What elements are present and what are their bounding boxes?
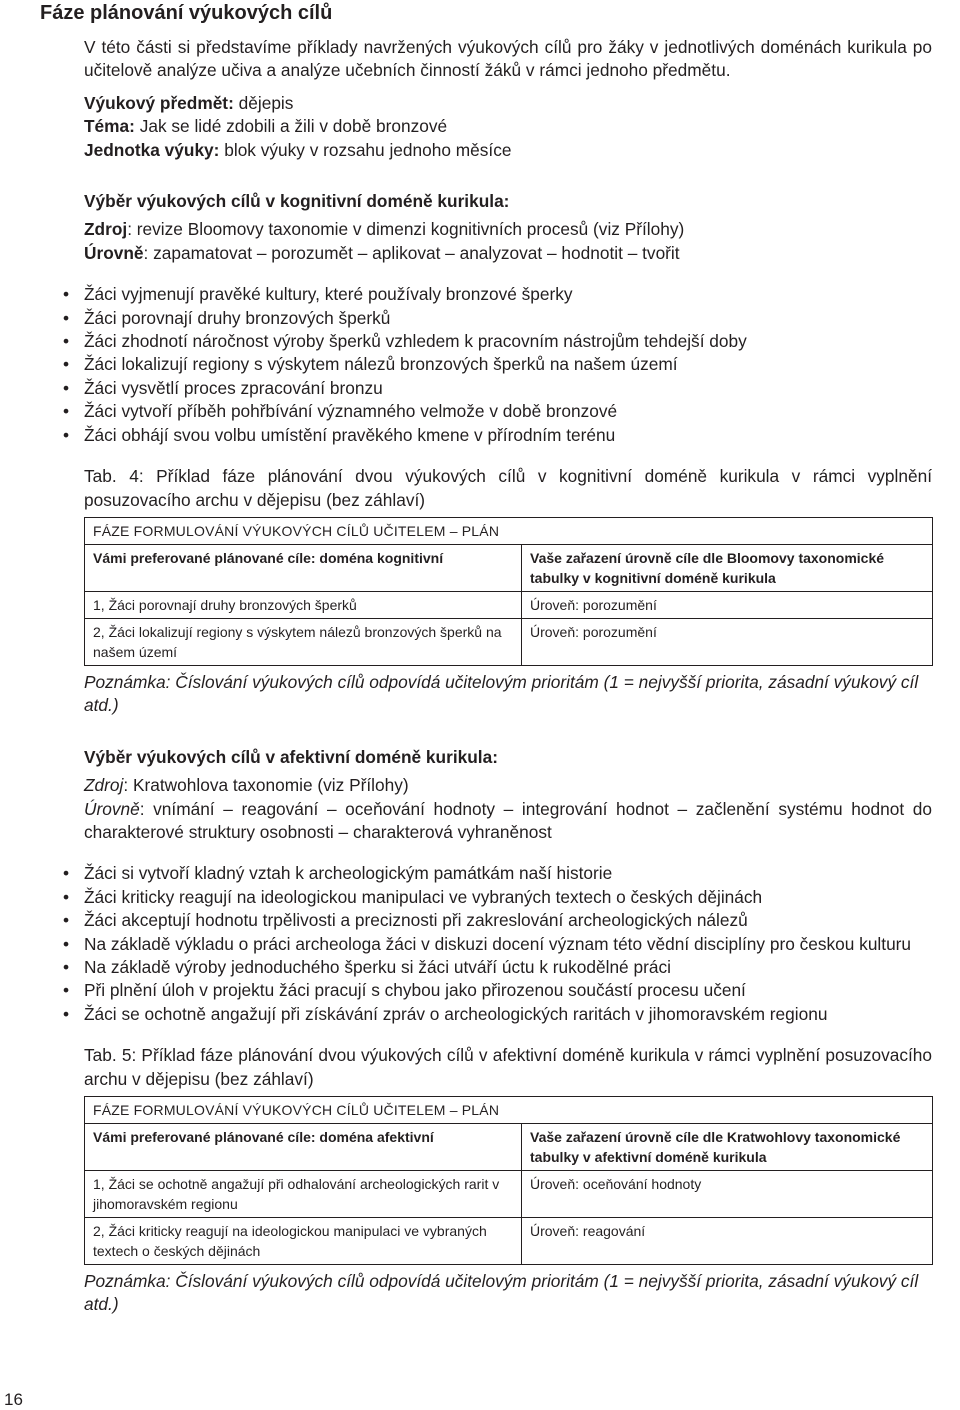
table-cell-goal: 1, Žáci se ochotně angažují při odhalování archeologických rarit v jihomoravském regionu bbox=[85, 1171, 522, 1218]
unit-line bbox=[84, 139, 932, 162]
table-column-row bbox=[85, 1124, 933, 1171]
table-row bbox=[85, 1171, 933, 1218]
page-number: 16 bbox=[4, 1390, 23, 1409]
cognitive-levels bbox=[84, 242, 932, 265]
affective-heading: Výběr výukových cílů v afektivní doméně kurikula: bbox=[84, 746, 498, 767]
table-cell-goal: 1, Žáci porovnají druhy bronzových šperků bbox=[85, 591, 522, 618]
lesson-meta bbox=[84, 92, 932, 162]
intro-paragraph: V této části si představíme příklady navržených výukových cílů pro žáky v jednotlivých doménách kurikula po učitelově analýze učiva a analýze učebních činností žáků v rámci jednoho předmětu. bbox=[84, 37, 932, 81]
table-4 bbox=[84, 517, 933, 666]
list-item: • Žáci se ochotně angažují při získávání zpráv o archeologických raritách v jihomoravském regionu bbox=[60, 1003, 932, 1026]
cognitive-levels-value: : zapamatovat – porozumět – aplikovat – analyzovat – hodnotit – tvořit bbox=[143, 242, 680, 263]
list-item: • Žáci akceptují hodnotu trpělivosti a preciznosti při zakreslování archeologických nálezů bbox=[60, 909, 932, 932]
table-row bbox=[85, 618, 933, 665]
cognitive-source-value: : revize Bloomovy taxonomie v dimenzi kognitivních procesů (viz Přílohy) bbox=[127, 219, 685, 240]
list-item: • Na základě výkladu o práci archeologa žáci v diskuzi docení význam této vědní disciplíny pro českou kulturu bbox=[60, 933, 932, 956]
affective-source-label: Zdroj bbox=[84, 775, 124, 796]
table-cell-goal: 2, Žáci lokalizují regiony s výskytem nálezů bronzových šperků na našem území bbox=[85, 618, 522, 665]
affective-levels bbox=[84, 798, 932, 845]
table-4-caption: Tab. 4: Příklad fáze plánování dvou výukových cílů v kognitivní doméně kurikula v rámci vyplnění posuzovacího archu v dějepisu (bez záhlaví) bbox=[84, 466, 932, 510]
column-heading-levels: Vaše zařazení úrovně cíle dle Kratwohlovy taxonomické tabulky v afektivní doméně kurikula bbox=[522, 1124, 933, 1171]
table-cell-goal: 2, Žáci kriticky reagují na ideologickou manipulaci ve vybraných textech o českých dějinách bbox=[85, 1218, 522, 1265]
unit-label: Jednotka výuky: bbox=[84, 139, 220, 160]
list-item: • Při plnění úloh v projektu žáci pracují s chybou jako přirozenou součástí procesu učení bbox=[60, 979, 932, 1002]
section-title: Fáze plánování výukových cílů bbox=[40, 2, 333, 24]
table-header-row bbox=[85, 517, 933, 544]
topic-label: Téma: bbox=[84, 116, 135, 137]
list-item: • Žáci vyjmenují pravěké kultury, které používaly bronzové šperky bbox=[60, 283, 932, 306]
affective-levels-value: : vnímání – reagování – oceňování hodnoty – integrování hodnot – začlenění systému hodnot do charakterové struktury osobnosti – charakterová vyhraněnost bbox=[84, 798, 932, 842]
list-item: • Žáci vytvoří příběh pohřbívání významného velmože v době bronzové bbox=[60, 400, 932, 423]
cognitive-source-label: Zdroj bbox=[84, 219, 128, 240]
topic-value: Jak se lidé zdobili a žili v době bronzové bbox=[139, 116, 448, 137]
column-heading-goals: Vámi preferované plánované cíle: doména afektivní bbox=[85, 1124, 522, 1171]
cognitive-levels-label: Úrovně bbox=[84, 242, 144, 263]
cognitive-heading: Výběr výukových cílů v kognitivní doméně kurikula: bbox=[84, 191, 510, 212]
affective-levels-label: Úrovně bbox=[84, 798, 140, 819]
affective-goals-list bbox=[60, 862, 932, 1026]
table-column-row bbox=[85, 544, 933, 591]
list-item: • Žáci si vytvoří kladný vztah k archeologickým památkám naší historie bbox=[60, 862, 932, 885]
table-cell-level: Úroveň: porozumění bbox=[522, 591, 933, 618]
unit-value: blok výuky v rozsahu jednoho měsíce bbox=[224, 139, 512, 160]
affective-source-value: : Kratwohlova taxonomie (viz Přílohy) bbox=[123, 775, 409, 796]
list-item: • Na základě výroby jednoduchého šperku si žáci utváří úctu k rukodělné práci bbox=[60, 956, 932, 979]
table-cell-level: Úroveň: porozumění bbox=[522, 618, 933, 665]
column-heading-levels: Vaše zařazení úrovně cíle dle Bloomovy taxonomické tabulky v kognitivní doméně kurikula bbox=[522, 544, 933, 591]
table-header: FÁZE FORMULOVÁNÍ VÝUKOVÝCH CÍLŮ UČITELEM – PLÁN bbox=[85, 1097, 933, 1124]
table-header: FÁZE FORMULOVÁNÍ VÝUKOVÝCH CÍLŮ UČITELEM – PLÁN bbox=[85, 517, 933, 544]
content-body bbox=[84, 36, 932, 1317]
table-5-caption: Tab. 5: Příklad fáze plánování dvou výukových cílů v afektivní doméně kurikula v rámci vyplnění posuzovacího archu v dějepisu (bez záhlaví) bbox=[84, 1045, 932, 1089]
list-item: • Žáci obhájí svou volbu umístění pravěkého kmene v přírodním terénu bbox=[60, 424, 932, 447]
list-item: • Žáci porovnají druhy bronzových šperků bbox=[60, 307, 932, 330]
subject-label: Výukový předmět: bbox=[84, 92, 234, 113]
subject-value: dějepis bbox=[238, 92, 294, 113]
list-item: • Žáci zhodnotí náročnost výroby šperků vzhledem k pracovním nástrojům tehdejší doby bbox=[60, 330, 932, 353]
table-row bbox=[85, 591, 933, 618]
table-cell-level: Úroveň: oceňování hodnoty bbox=[522, 1171, 933, 1218]
list-item: • Žáci vysvětlí proces zpracování bronzu bbox=[60, 377, 932, 400]
cognitive-source bbox=[84, 218, 932, 241]
subject-line bbox=[84, 92, 932, 115]
affective-source bbox=[84, 774, 932, 797]
topic-line bbox=[84, 115, 932, 138]
table-header-row bbox=[85, 1097, 933, 1124]
table-cell-level: Úroveň: reagování bbox=[522, 1218, 933, 1265]
column-heading-goals: Vámi preferované plánované cíle: doména kognitivní bbox=[85, 544, 522, 591]
table-row bbox=[85, 1218, 933, 1265]
table-5-note: Poznámka: Číslování výukových cílů odpovídá učitelovým prioritám (1 = nejvyšší priorita, zásadní výukový cíl atd.) bbox=[84, 1271, 919, 1315]
list-item: • Žáci kriticky reagují na ideologickou manipulaci ve vybraných textech o českých dějinách bbox=[60, 886, 932, 909]
cognitive-goals-list bbox=[60, 283, 932, 447]
table-5 bbox=[84, 1096, 933, 1265]
table-4-note: Poznámka: Číslování výukových cílů odpovídá učitelovým prioritám (1 = nejvyšší priorita, zásadní výukový cíl atd.) bbox=[84, 671, 919, 716]
list-item: • Žáci lokalizují regiony s výskytem nálezů bronzových šperků na našem území bbox=[60, 353, 932, 376]
